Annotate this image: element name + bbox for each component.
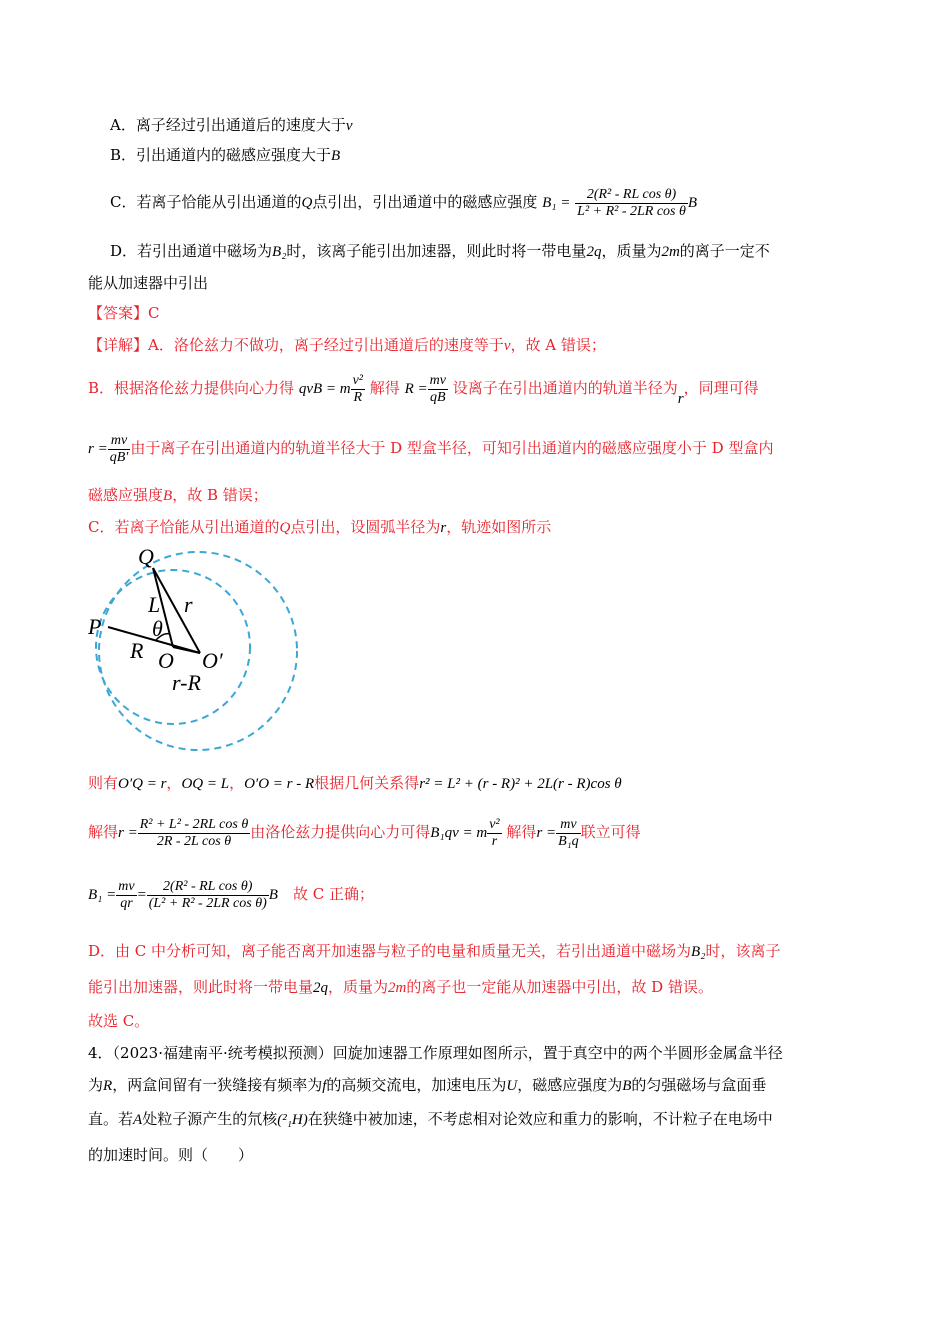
q4-line4: 的加速时间。则（ ） (88, 1146, 254, 1164)
label-theta: θ (152, 616, 163, 641)
d2-frac-2: $\frac{\text{v²}}{r}$ (489, 816, 500, 849)
label-o-prime: O′ (202, 648, 223, 673)
d2-frac-3: $\frac{mv}{\text{B₁q}}$ (558, 816, 579, 849)
segment-o-o2 (173, 647, 200, 653)
derivation-d-line2: 能引出加速器，则此时将一带电量2q，质量为2m的离子也一定能从加速器中引出，故 D 错误。 (88, 978, 713, 996)
option-a: A．离子经过引出通道后的速度大于v (110, 116, 353, 134)
label-big-r: R (130, 638, 144, 663)
d2-frac-1: $\frac{\text{R² + L² - 2RL cos θ}}{\text{2R - 2L cos θ}}$ (139, 816, 249, 849)
b-frac-1: $\frac{\text{v²}}{R}$ (352, 372, 364, 405)
q4-line2: 为R，两盒间留有一狭缝接有频率为f的高频交流电，加速电压为U，磁感应强度为B的匀强磁场与盒面垂 (88, 1076, 767, 1094)
detail-a: 【详解】A．洛伦兹力不做功，离子经过引出通道后的速度等于v，故 A 错误； (88, 336, 606, 354)
detail-b-line3: 磁感应强度B，故 B 错误； (88, 486, 268, 504)
detail-b-line1: B．根据洛伦兹力提供向心力得 qvB = m $\frac{\text{v²}}{R}$ 解得 R = $\frac{mv}{qB}$ 设离子在引出通道内的轨道半径为r，同理可得 (88, 372, 759, 407)
option-c: C．若离子恰能从引出通道的Q点引出，引出通道中的磁感应强度 B₁ = $\frac{\text{2(R² - RL cos θ)}}{\text{L² + R² - 2LR cos θ}}$ B (110, 186, 698, 219)
derivation-line1: 则有O′Q = r，OQ = L，O′O = r - R根据几何关系得r² = L² + (r - R)² + 2L(r - R)cos θ (88, 774, 622, 792)
derivation-d-line1: D．由 C 中分析可知，离子能否离开加速器与粒子的电量和质量无关，若引出通道中磁场为B₂时，该离子 (88, 942, 781, 960)
label-l: L (148, 592, 161, 617)
label-r: r (184, 592, 193, 617)
b-frac-2: $\frac{mv}{qB}$ (429, 372, 446, 405)
label-q: Q (138, 544, 154, 569)
label-o: O (158, 648, 174, 673)
derivation-line3: B₁ = $\frac{mv}{qr}$ = $\frac{\text{2(R² - RL cos θ)}}{\text{(L² + R² - 2LR cos θ)}}$ B 故 C 正确； (88, 878, 374, 911)
q4-line3: 直。若A处粒子源产生的氘核(²₁H)在狭缝中被加速，不考虑相对论效应和重力的影响，不计粒子在电场中 (88, 1110, 773, 1128)
derivation-line2: 解得r = $\frac{\text{R² + L² - 2RL cos θ}}{\text{2R - 2L cos θ}}$ 由洛伦兹力提供向心力可得B₁qv = m $\frac{\text{v²}}{r}$ 解得r = $\frac{mv}{\text{B₁q}}$ 联立可得 (88, 816, 641, 849)
trajectory-figure (80, 540, 310, 760)
option-c-fraction: $\frac{\text{2(R² - RL cos θ)}}{\text{L² + R² - 2LR cos θ}}$ (577, 186, 686, 219)
label-p: P (88, 614, 102, 639)
final-choice: 故选 C。 (88, 1012, 150, 1030)
q4-line1: 4．（2023·福建南平·统考模拟预测）回旋加速器工作原理如图所示，置于真空中的两个半圆形金属盒半径 (88, 1044, 783, 1062)
option-b: B．引出通道内的磁感应强度大于B (110, 146, 341, 164)
d3-frac-2: $\frac{\text{2(R² - RL cos θ)}}{\text{(L² + R² - 2LR cos θ)}}$ (148, 878, 267, 911)
d3-frac-1: $\frac{mv}{qr}$ (118, 878, 135, 911)
detail-b-line2: r = $\frac{mv}{qB'}$ 由于离子在引出通道内的轨道半径大于 D 型盒半径，可知引出通道内的磁感应强度小于 D 型盒内 (88, 432, 774, 465)
option-d-line1: D．若引出通道中磁场为B₂时，该离子能引出加速器，则此时将一带电量2q，质量为2m的离子一定不 (110, 242, 770, 260)
option-d-line2: 能从加速器中引出 (88, 274, 209, 292)
answer-line: 【答案】C (88, 304, 160, 322)
label-r-minus-r: r-R (172, 670, 201, 695)
detail-c-intro: C．若离子恰能从引出通道的Q点引出，设圆弧半径为r，轨迹如图所示 (88, 518, 552, 536)
b2-frac: $\frac{mv}{qB'}$ (109, 432, 129, 465)
